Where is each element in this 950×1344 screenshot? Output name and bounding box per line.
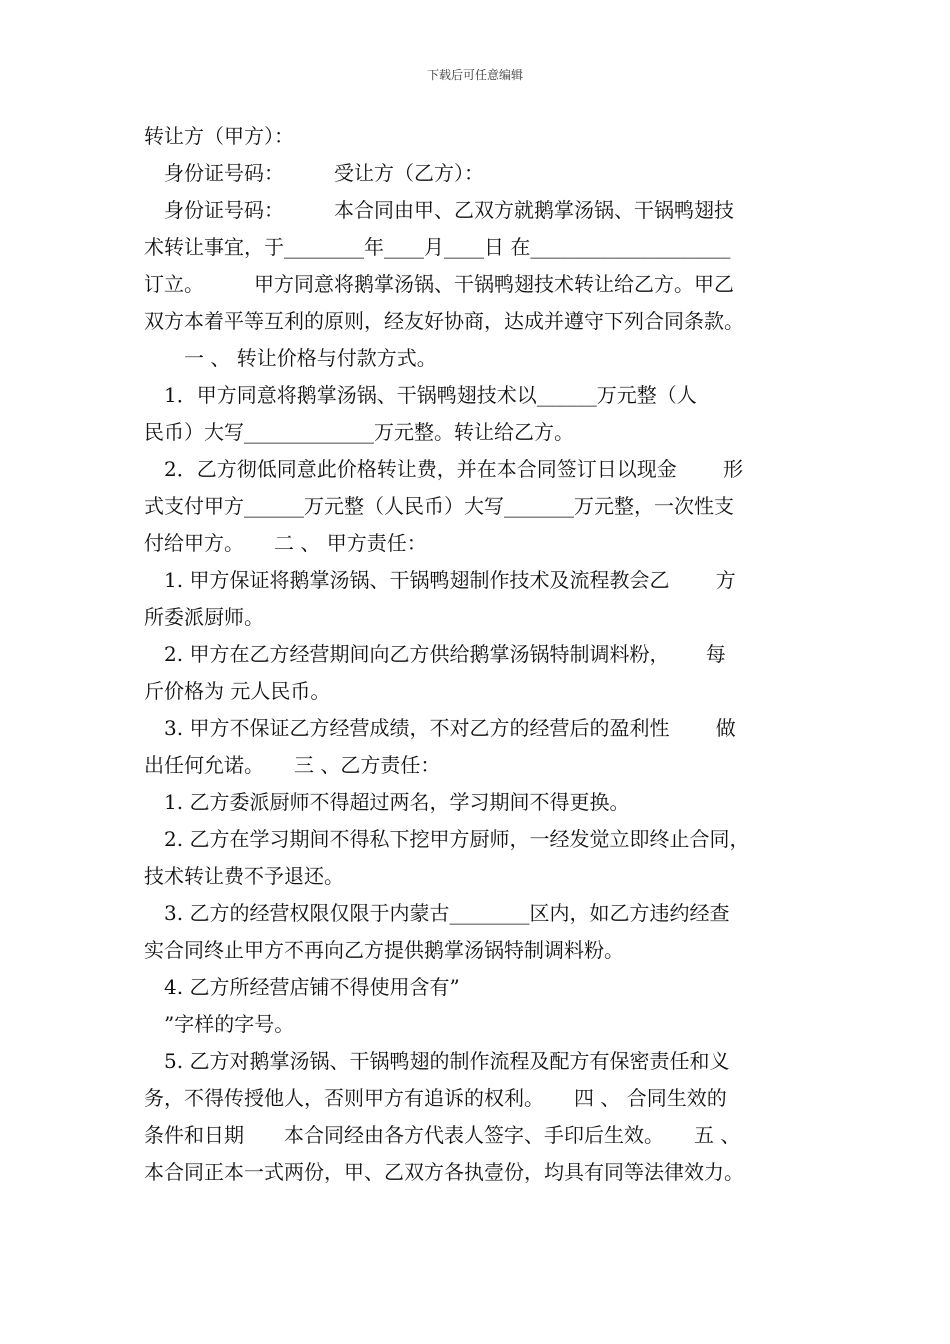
text-line: 务，不得传授他人，否则甲方有追诉的权利。 四 、 合同生效的 <box>144 1086 727 1110</box>
text-line: 3. 甲方不保证乙方经营成绩，不对乙方的经营后的盈利性 做 <box>144 716 736 740</box>
text-line: 本合同正本一式两份，甲、乙双方各执壹份，均具有同等法律效力。 <box>144 1160 744 1184</box>
text-line: 转让方（甲方）： <box>144 124 294 148</box>
text-line: 2. 甲方在乙方经营期间向乙方供给鹅掌汤锅特制调料粉， 每 <box>144 642 726 666</box>
text-line: 出任何允诺。 三 、乙方责任： <box>144 753 441 777</box>
text-line: 实合同终止甲方不再向乙方提供鹅掌汤锅特制调料粉。 <box>144 938 624 962</box>
text-line: 条件和日期 本合同经由各方代表人签字、手印后生效。 五 、 <box>144 1123 741 1147</box>
text-line: 所委派厨师。 <box>144 605 264 629</box>
text-line: 1．甲方同意将鹅掌汤锅、干锅鸭翅技术以______万元整（人 <box>144 383 697 407</box>
text-line: 技术转让费不予退还。 <box>144 864 344 888</box>
page-header: 下载后可任意编辑 <box>426 68 523 82</box>
text-line: 1. 乙方委派厨师不得超过两名，学习期间不得更换。 <box>144 790 630 814</box>
text-line: 式支付甲方______万元整（人民币）大写_______万元整，一次性支 <box>144 494 734 518</box>
text-line: 斤价格为 元人民币。 <box>144 679 331 703</box>
text-line: 2. 乙方在学习期间不得私下挖甲方厨师，一经发觉立即终止合同， <box>144 827 750 851</box>
text-line: 订立。 甲方同意将鹅掌汤锅、干锅鸭翅技术转让给乙方。甲乙 <box>144 272 734 296</box>
text-line: 术转让事宜，于________年____月____日 在____________________ <box>144 235 731 259</box>
text-line: 2．乙方彻低同意此价格转让费，并在本合同签订日以现金 形 <box>144 457 744 481</box>
text-line: 付给甲方。 二 、 甲方责任： <box>144 531 427 555</box>
text-line: ”字样的字号。 <box>144 1012 295 1036</box>
section-heading: 一 、 转让价格与付款方式。 <box>144 346 437 370</box>
text-line: 3. 乙方的经营权限仅限于内蒙古________区内，如乙方违约经查 <box>144 901 730 925</box>
text-line: 身份证号码： 本合同由甲、乙双方就鹅掌汤锅、干锅鸭翅技 <box>144 198 734 222</box>
text-line: 1. 甲方保证将鹅掌汤锅、干锅鸭翅制作技术及流程教会乙 方 <box>144 568 736 592</box>
text-line: 民币）大写_____________万元整。转让给乙方。 <box>144 420 574 444</box>
text-line: 5. 乙方对鹅掌汤锅、干锅鸭翅的制作流程及配方有保密责任和义 <box>144 1049 730 1073</box>
text-line: 4. 乙方所经营店铺不得使用含有” <box>144 975 460 999</box>
contract-body <box>144 118 820 1191</box>
text-line: 双方本着平等互利的原则，经友好协商，达成并遵守下列合同条款。 <box>144 309 744 333</box>
text-line: 身份证号码： 受让方（乙方）： <box>144 161 484 185</box>
